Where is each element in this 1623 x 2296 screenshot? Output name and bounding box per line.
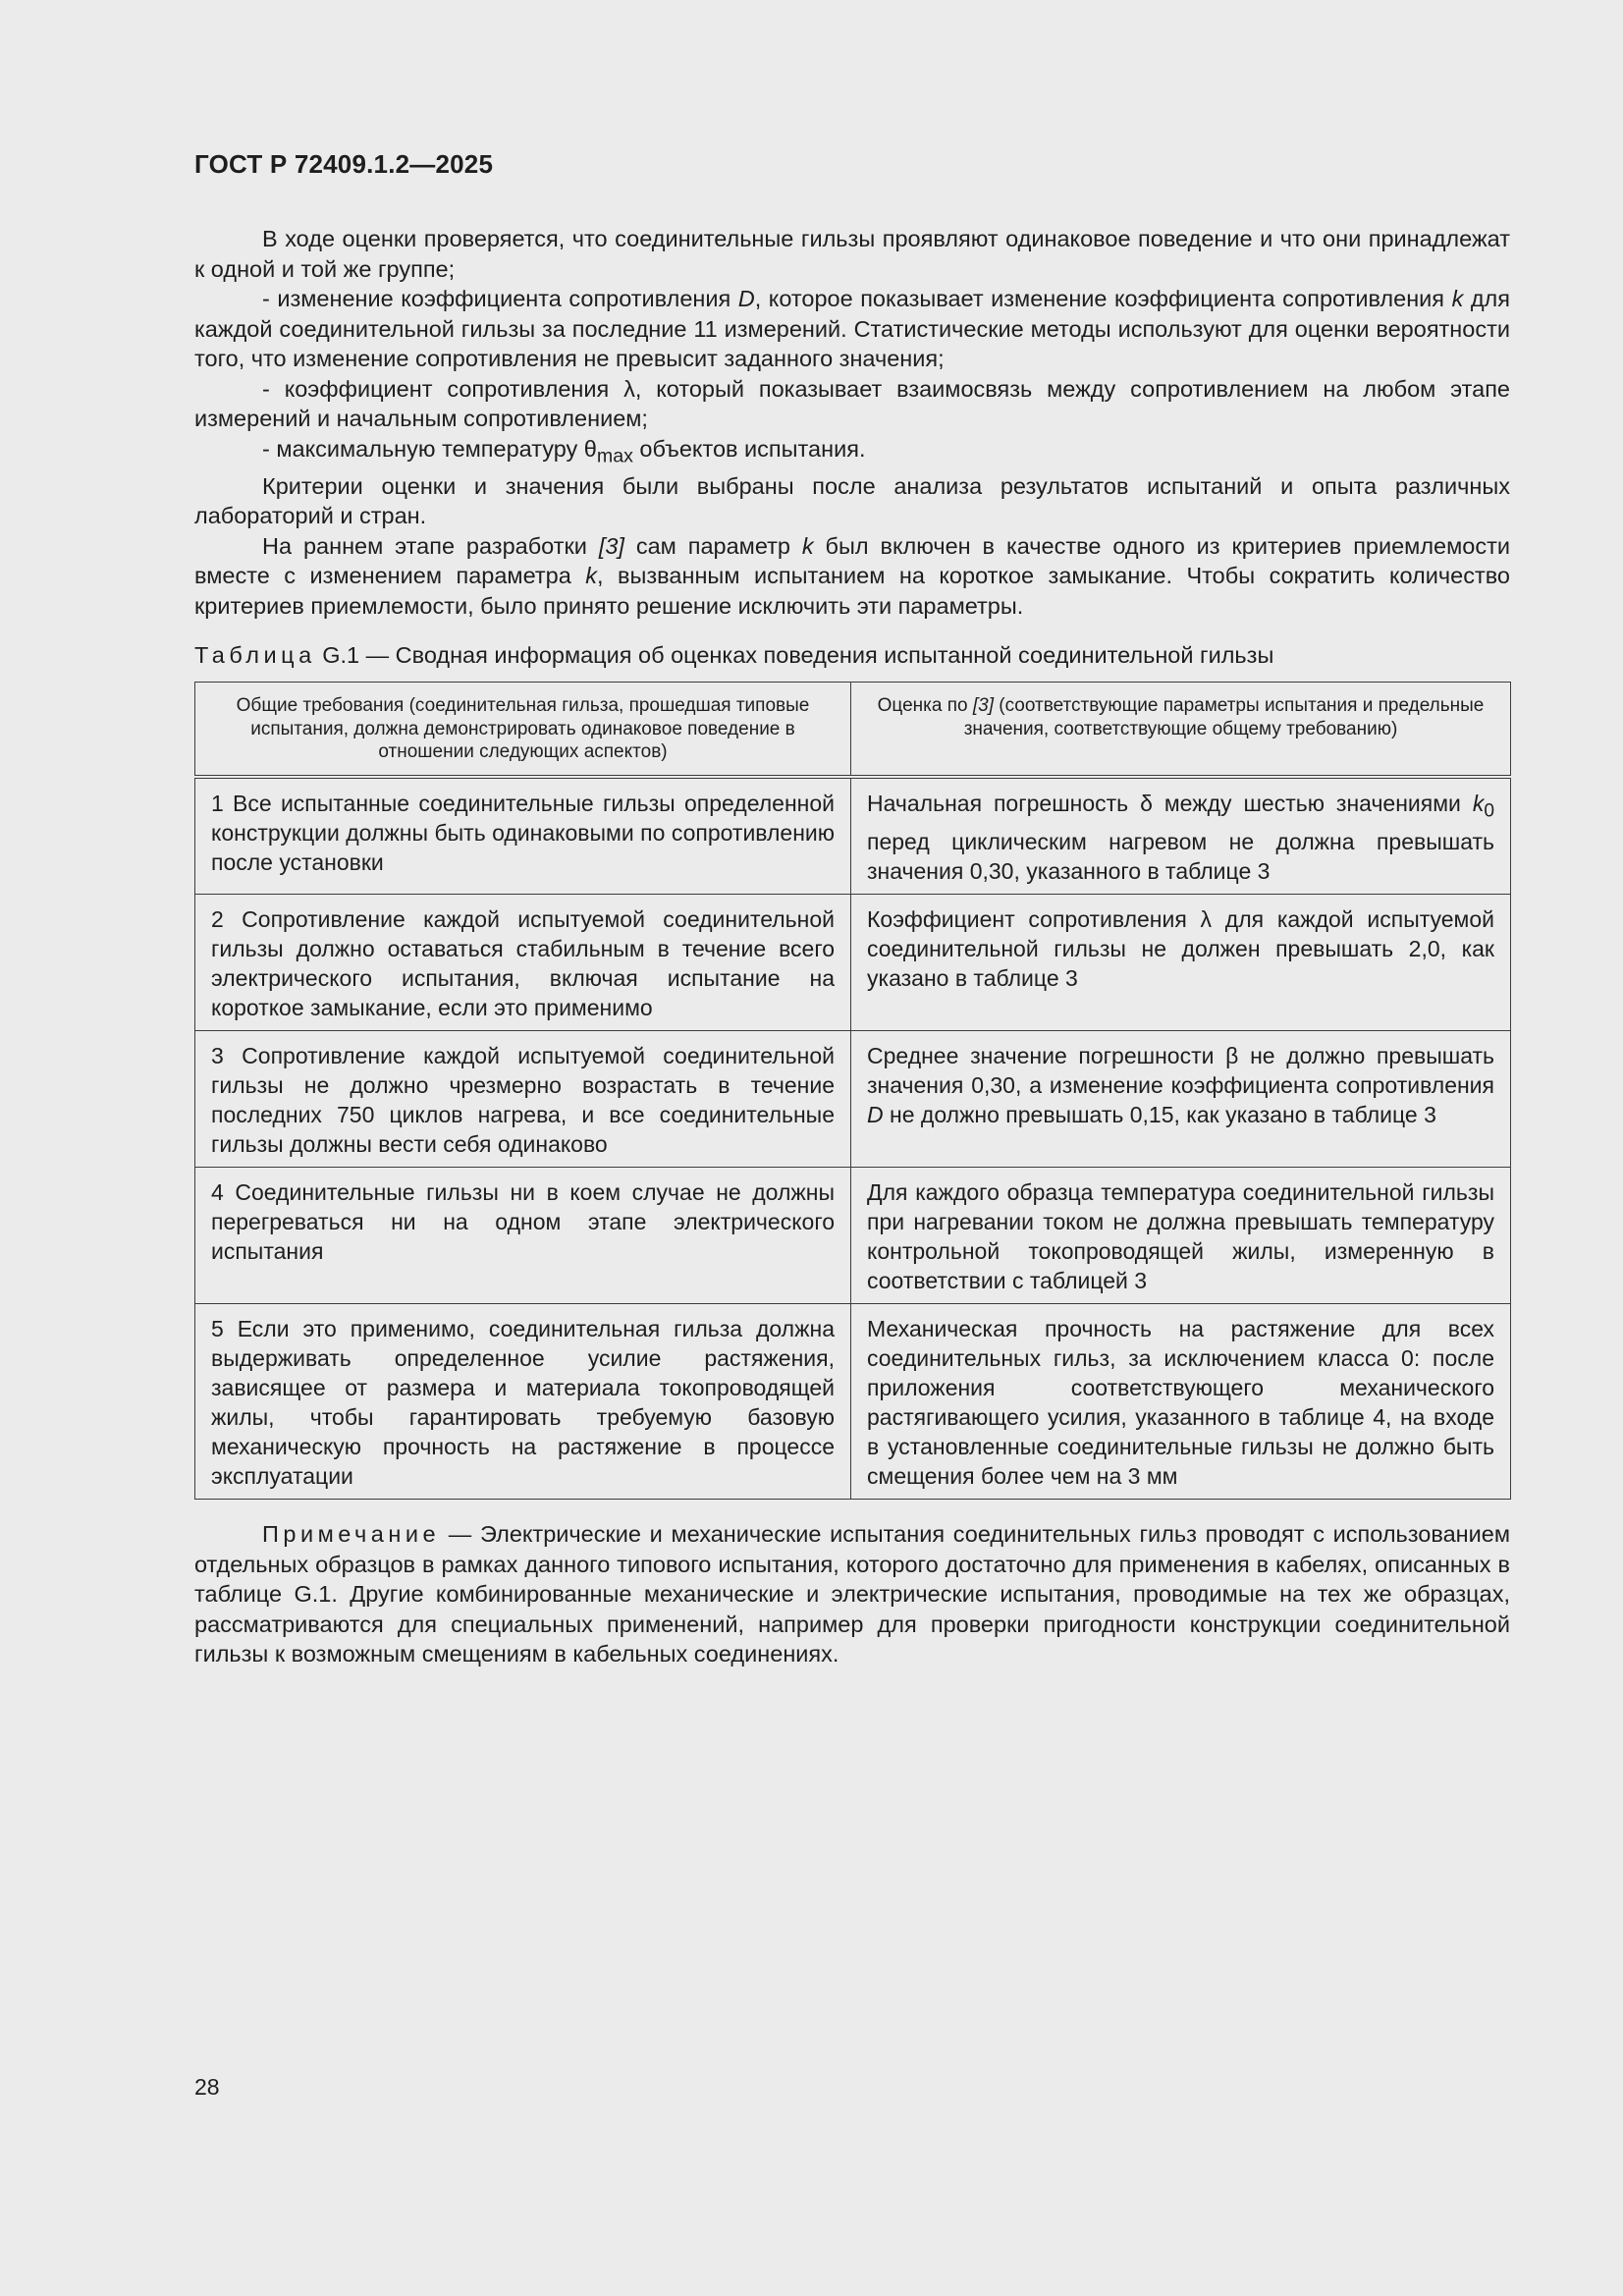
table-row: [195, 777, 1511, 894]
note-label: Примечание: [262, 1521, 441, 1547]
table-cell-requirement: 4 Соединительные гильзы ни в коем случае не должны перегреваться ни на одном этапе электрического испытания: [195, 1167, 851, 1303]
table-row: [195, 1303, 1511, 1499]
table-cell-requirement: 1 Все испытанные соединительные гильзы определенной конструкции должны быть одинаковыми по сопротивлению после установки: [195, 777, 851, 894]
table-cell-requirement: 5 Если это применимо, соединительная гильза должна выдерживать определенное усилие растяжения, зависящее от размера и материала токопроводящей жилы, чтобы гарантировать требуемую базовую механическую прочность на растяжение в процессе эксплуатации: [195, 1303, 851, 1499]
table-cell-assessment: Для каждого образца температура соединительной гильзы при нагревании током не должна превышать температуру контрольной токопроводящей жилы, измеренную в соответствии с таблицей 3: [851, 1167, 1511, 1303]
paragraph: На раннем этапе разработки [3] сам параметр k был включен в качестве одного из критериев приемлемости вместе с изменением параметра k, вызванным испытанием на короткое замыкание. Чтобы сократить количество критериев приемлемости, было принято решение исключить эти параметры.: [194, 532, 1511, 619]
column-header-requirements: Общие требования (соединительная гильза, прошедшая типовые испытания, должна демонстрировать одинаковое поведение в отношении следующих аспектов): [195, 683, 851, 778]
table-row: [195, 894, 1511, 1030]
note-text: — Электрические и механические испытания соединительных гильз проводят с использованием отдельных образцов в рамках данного типового испытания, которого достаточно для применения в кабелях, описанных в таблице G.1. Другие комбинированные механические и электрические испытания, проводимые на тех же образцах, рассматриваются для специальных применений, например для проверки пригодности конструкции соединительной гильзы к возможным смещениям в кабельных соединениях.: [194, 1521, 1510, 1667]
requirements-table: [194, 682, 1511, 1500]
table-header-row: [195, 683, 1511, 778]
body-text: [194, 224, 1510, 621]
table-cell-assessment: Коэффициент сопротивления λ для каждой испытуемой соединительной гильзы не должен превышать 2,0, как указано в таблице 3: [851, 894, 1511, 1030]
table-cell-assessment: Среднее значение погрешности β не должно превышать значения 0,30, а изменение коэффициента сопротивления D не должно превышать 0,15, как указано в таблице 3: [851, 1030, 1511, 1167]
table-caption: [194, 640, 1510, 670]
table-cell-assessment: Начальная погрешность δ между шестью значениями $k_0$ перед циклическим нагревом не должна превышать значения 0,30, указанного в таблице 3: [851, 777, 1511, 894]
table-row: [195, 1030, 1511, 1167]
table-row: [195, 1167, 1511, 1303]
table-caption-word: Таблица: [194, 642, 316, 668]
table-cell-assessment: Механическая прочность на растяжение для всех соединительных гильз, за исключением класса 0: после приложения соответствующего механического растягивающего усилия, указанного в таблице 4, на входе в установленные соединительные гильзы не должно быть смещения более чем на 3 мм: [851, 1303, 1511, 1499]
column-header-assessment: Оценка по [3] (соответствующие параметры испытания и предельные значения, соответствующие общему требованию): [851, 683, 1511, 778]
table-caption-text: G.1 — Сводная информация об оценках поведения испытанной соединительной гильзы: [322, 642, 1274, 668]
table-cell-requirement: 3 Сопротивление каждой испытуемой соединительной гильзы не должно чрезмерно возрастать в течение последних 750 циклов нагрева, и все соединительные гильзы должны вести себя одинаково: [195, 1030, 851, 1167]
document-code: ГОСТ Р 72409.1.2—2025: [194, 149, 494, 179]
paragraph: В ходе оценки проверяется, что соединительные гильзы проявляют одинаковое поведение и что они принадлежат к одной и той же группе;: [194, 226, 1510, 282]
paragraph: - коэффициент сопротивления λ, который показывает взаимосвязь между сопротивлением на любом этапе измерений и начальным сопротивлением;: [194, 375, 1510, 431]
page-number: 28: [194, 2074, 220, 2100]
table-cell-requirement: 2 Сопротивление каждой испытуемой соединительной гильзы должно оставаться стабильным в течение всего электрического испытания, включая испытание на короткое замыкание, если это применимо: [195, 894, 851, 1030]
table-note: [194, 1519, 1510, 1669]
paragraph: Критерии оценки и значения были выбраны после анализа результатов испытаний и опыта различных лабораторий и стран.: [194, 472, 1510, 529]
paragraph: - изменение коэффициента сопротивления D, которое показывает изменение коэффициента сопротивления k для каждой соединительной гильзы за последние 11 измерений. Статистические методы используют для оценки вероятности того, что изменение сопротивления не превысит заданного значения;: [194, 286, 1510, 371]
paragraph: - максимальную температуру $\theta_{max}$ объектов испытания.: [262, 435, 866, 467]
